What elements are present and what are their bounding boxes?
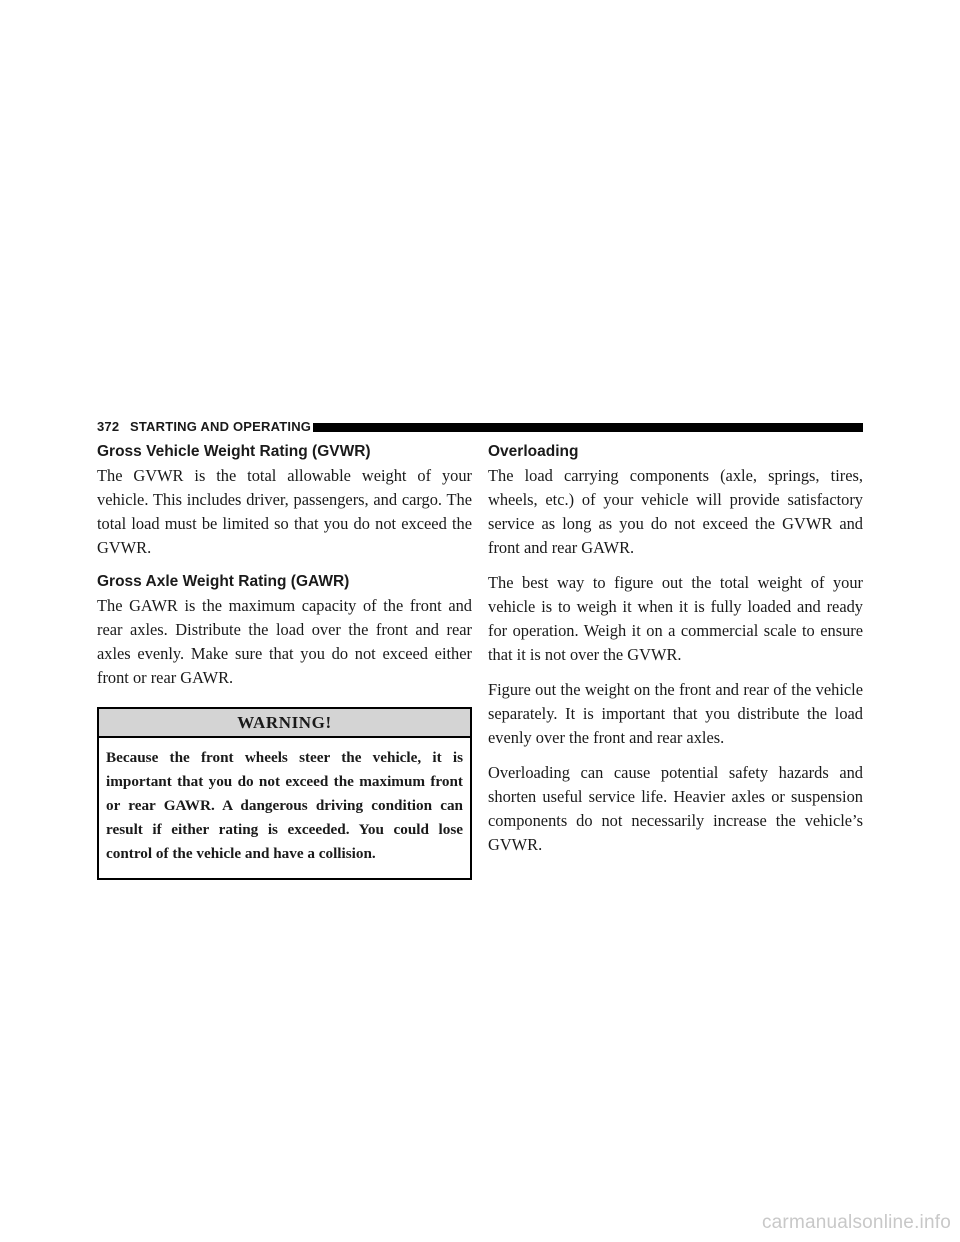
watermark: carmanualsonline.info <box>761 1212 951 1233</box>
warning-title: WARNING! <box>99 709 470 738</box>
warning-body: Because the front wheels steer the vehicle, it is important that you do not exceed the maximum front or rear GAWR. A dangerous driving condition can result if either rating is exceeded. You could lose control of the vehicle and have a collision. <box>106 749 463 862</box>
warning-box <box>97 707 472 880</box>
gvwr-paragraph: The GVWR is the total allowable weight of your vehicle. This includes driver, passengers, and cargo. The total load must be limited so that you do not exceed the GVWR. <box>97 466 472 557</box>
right-column <box>488 440 863 857</box>
header-rule <box>313 423 863 432</box>
overloading-paragraph-2: The best way to figure out the total weight of your vehicle is to weigh it when it is fully loaded and ready for operation. Weigh it on a commercial scale to ensure that it is not over the GVWR. <box>488 573 863 664</box>
page-header <box>97 418 863 438</box>
gawr-paragraph: The GAWR is the maximum capacity of the front and rear axles. Distribute the load over the front and rear axles evenly. Make sure that you do not exceed either front or rear GAWR. <box>97 596 472 687</box>
left-column <box>97 440 472 880</box>
overloading-paragraph-3: Figure out the weight on the front and rear of the vehicle separately. It is important that you distribute the load evenly over the front and rear axles. <box>488 680 863 747</box>
page-number: 372 <box>97 419 120 434</box>
gvwr-heading: Gross Vehicle Weight Rating (GVWR) <box>97 443 371 460</box>
gawr-heading: Gross Axle Weight Rating (GAWR) <box>97 573 350 590</box>
overloading-paragraph-1: The load carrying components (axle, springs, tires, wheels, etc.) of your vehicle will provide satisfactory service as long as you do not exceed the GVWR and front and rear GAWR. <box>488 466 863 557</box>
overloading-heading: Overloading <box>488 443 579 460</box>
overloading-paragraph-4: Overloading can cause potential safety hazards and shorten useful service life. Heavier axles or suspension components do not necessarily increase the vehicle’s GVWR. <box>488 763 863 854</box>
section-title: STARTING AND OPERATING <box>130 419 312 434</box>
